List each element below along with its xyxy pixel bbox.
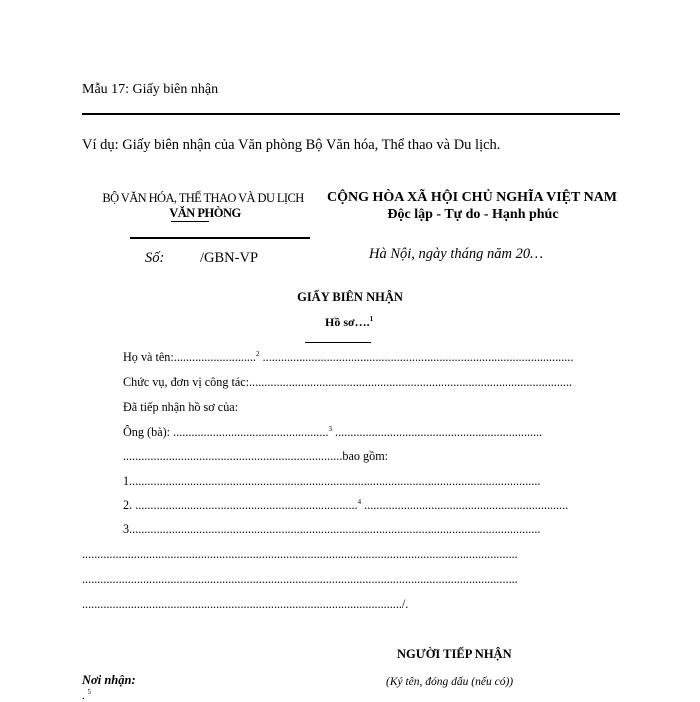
number-code: /GBN-VP <box>200 250 259 266</box>
example-text: Ví dụ: Giấy biên nhận của Văn phòng Bộ Văn hóa, Thể thao và Du lịch. <box>82 137 501 153</box>
agency-divider <box>130 237 310 239</box>
document-title: GIẤY BIÊN NHẬN <box>297 290 403 304</box>
free-line-3: ........................................................................................................./. <box>82 597 409 611</box>
title-underline <box>305 342 371 343</box>
recipients-label: Nơi nhận: <box>82 673 136 687</box>
received-from-label: Đã tiếp nhận hồ sơ của: <box>123 400 239 414</box>
footnote-1: 1 <box>369 315 374 323</box>
nation-motto: Độc lập - Tự do - Hạnh phúc <box>387 207 559 222</box>
number-label: Số: <box>145 250 165 266</box>
receiver-title: NGƯỜI TIẾP NHẬN <box>397 647 512 661</box>
template-title: Mẫu 17: Giấy biên nhận <box>82 82 219 97</box>
mr-mrs-field: Ông (bà): ...................................................$^3$ .................................................................... <box>123 425 543 439</box>
date-line: Hà Nội, ngày tháng năm 20… <box>369 246 543 262</box>
office-name: VĂN PHÒNG <box>169 206 241 220</box>
recipients-line: . $^5$ <box>82 688 91 702</box>
name-field: Họ và tên:...........................$^2$ ...................................................................................................... <box>123 350 574 364</box>
position-field: Chức vụ, đơn vị công tác:.......................................................................................................... <box>123 375 573 389</box>
list-item-3: 3....................................................................................................................................... <box>123 522 541 536</box>
nation-name: CỘNG HÒA XÃ HỘI CHỦ NGHĨA VIỆT NAM <box>327 190 618 205</box>
list-item-1: 1....................................................................................................................................... <box>123 474 541 488</box>
free-line-2: ............................................................................................................................................... <box>82 572 518 586</box>
document-subtitle: Hồ sơ….$^1$ <box>325 315 374 329</box>
office-underline <box>171 221 209 222</box>
includes-line: ........................................................................bao gồm: <box>123 449 389 463</box>
list-item-2: 2. .........................................................................$^4$ ................................................................... <box>123 498 569 512</box>
ministry-name: BỘ VĂN HÓA, THỂ THAO VÀ DU LỊCH <box>102 191 304 205</box>
receiver-note: (Ký tên, đóng dấu (nếu có)) <box>386 676 514 688</box>
free-line-1: ............................................................................................................................................... <box>82 547 518 561</box>
header-divider <box>82 113 620 115</box>
